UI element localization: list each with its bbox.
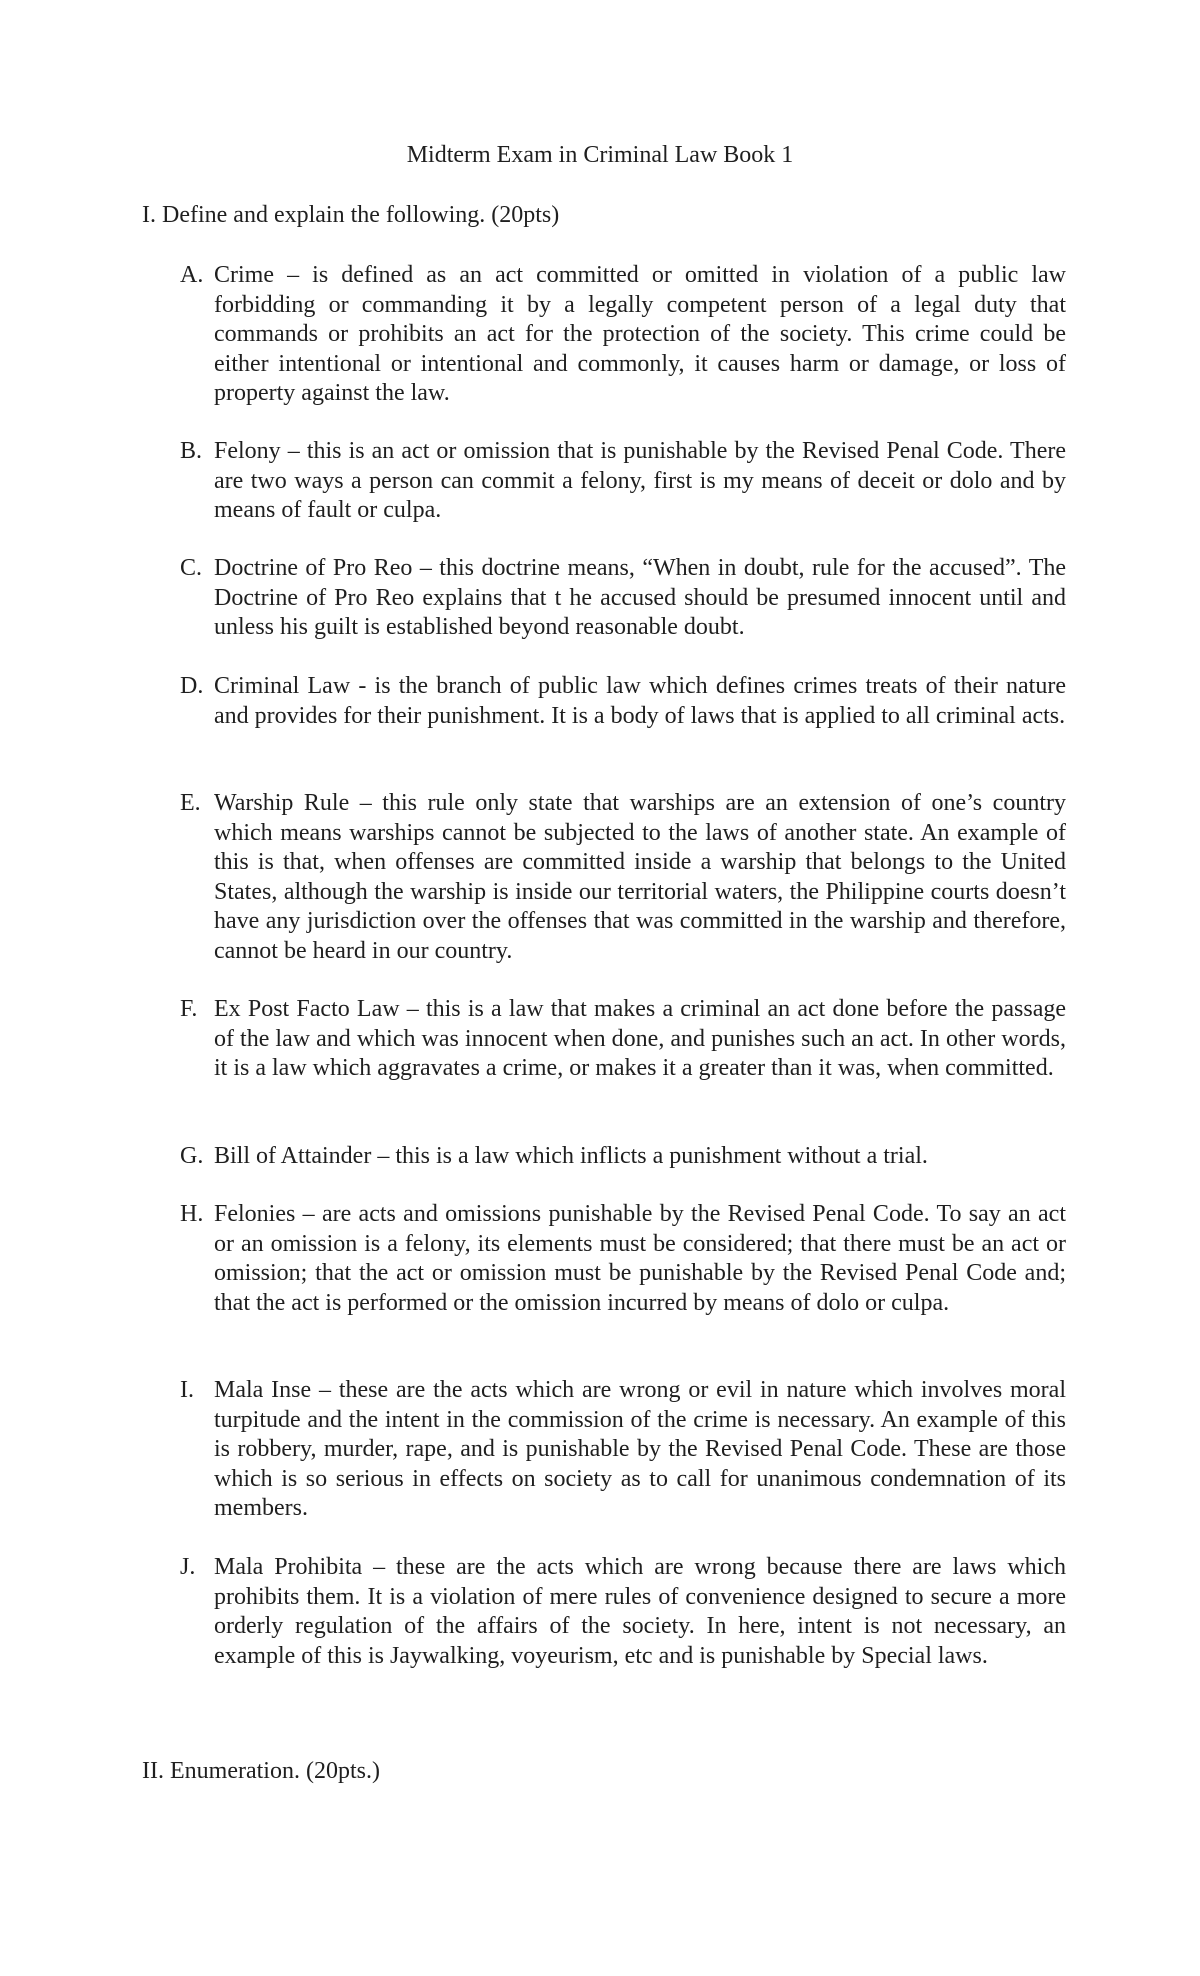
item-text: Mala Inse – these are the acts which are wrong or evil in nature which involves moral turpitude and the intent in the commission of the crime is necessary. An example of this is robbery, murder, rape, and is punishable by the Revised Penal Code. These are those which is so serious in effects on society as to call for unanimous condemnation of its members. xyxy=(214,1377,1066,1521)
item-letter: G. xyxy=(180,1143,204,1169)
section-2-heading: II. Enumeration. (20pts.) xyxy=(142,1758,380,1784)
item-text: Felony – this is an act or omission that is punishable by the Revised Penal Code. There are two ways a person can commit a felony, first is my means of deceit or dolo and by means of fault or culpa. xyxy=(214,438,1066,523)
definition-item-j xyxy=(180,1553,1066,1671)
item-text: Doctrine of Pro Reo – this doctrine means, “When in doubt, rule for the accused”. The Doctrine of Pro Reo explains that t he accused should be presumed innocent until and unless his guilt is established beyond reasonable doubt. xyxy=(214,555,1066,640)
item-text: Mala Prohibita – these are the acts which are wrong because there are laws which prohibits them. It is a violation of mere rules of convenience designed to secure a more orderly regulation of the affairs of the society. In here, intent is not necessary, an example of this is Jaywalking, voyeurism, etc and is punishable by Special laws. xyxy=(214,1554,1066,1669)
item-text: Ex Post Facto Law – this is a law that makes a criminal an act done before the passage of the law and which was innocent when done, and punishes such an act. In other words, it is a law which aggravates a crime, or makes it a greater than it was, when committed. xyxy=(214,996,1066,1081)
item-letter: I. xyxy=(180,1377,194,1403)
section-1-heading: I. Define and explain the following. (20pts) xyxy=(142,202,560,228)
item-letter: F. xyxy=(180,996,198,1022)
definition-item-i xyxy=(180,1376,1066,1524)
document-title: Midterm Exam in Criminal Law Book 1 xyxy=(406,142,794,168)
item-letter: B. xyxy=(180,438,203,464)
item-text: Warship Rule – this rule only state that warships are an extension of one’s country which means warships cannot be subjected to the laws of another state. An example of this is that, when offenses are committed inside a warship that belongs to the United States, although the warship is inside our territorial waters, the Philippine courts doesn’t have any jurisdiction over the offenses that was committed in the warship and therefore, cannot be heard in our country. xyxy=(214,790,1066,964)
definition-item-a xyxy=(180,261,1066,409)
definition-item-g xyxy=(180,1142,1066,1172)
item-letter: H. xyxy=(180,1201,204,1227)
definition-item-h xyxy=(180,1200,1066,1318)
item-text: Bill of Attainder – this is a law which inflicts a punishment without a trial. xyxy=(214,1143,928,1169)
item-letter: E. xyxy=(180,790,201,816)
definition-item-d xyxy=(180,672,1066,731)
definition-item-e xyxy=(180,789,1066,966)
item-letter: J. xyxy=(180,1554,196,1580)
definition-item-b xyxy=(180,437,1066,526)
item-letter: A. xyxy=(180,262,204,288)
item-text: Criminal Law - is the branch of public law which defines crimes treats of their nature and provides for their punishment. It is a body of laws that is applied to all criminal acts. xyxy=(214,673,1066,729)
definition-item-f xyxy=(180,995,1066,1084)
definition-item-c xyxy=(180,554,1066,643)
item-letter: C. xyxy=(180,555,203,581)
item-letter: D. xyxy=(180,673,204,699)
item-text: Crime – is defined as an act committed or omitted in violation of a public law forbidding or commanding it by a legally competent person of a legal duty that commands or prohibits an act for the protection of the society. This crime could be either intentional or intentional and commonly, it causes harm or damage, or loss of property against the law. xyxy=(214,262,1066,406)
item-text: Felonies – are acts and omissions punishable by the Revised Penal Code. To say an act or an omission is a felony, its elements must be considered; that there must be an act or omission; that the act or omission must be punishable by the Revised Penal Code and; that the act is performed or the omission incurred by means of dolo or culpa. xyxy=(214,1201,1066,1316)
